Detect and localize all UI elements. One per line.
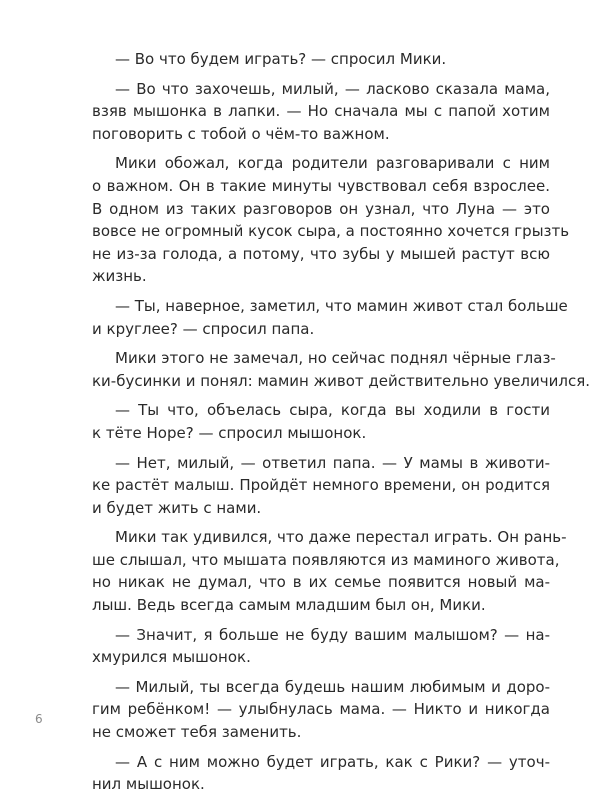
text-line: хмурился мышонок. bbox=[92, 648, 251, 667]
text-line: не из-за голода, а потому, что зубы у мышей растут всю bbox=[92, 244, 550, 263]
text-line: взяв мышонка в лапки. — Но сначала мы с папой хотим bbox=[92, 102, 550, 121]
text-line: В одном из таких разговоров он узнал, что Луна — это bbox=[92, 199, 550, 218]
text-line: — Во что захочешь, милый, — ласково сказала мама, bbox=[115, 79, 550, 98]
text-line: о важном. Он в такие минуты чувствовал себя взрослее. bbox=[92, 176, 550, 195]
text-line: ке растёт малыш. Пройдёт немного времени, он родится bbox=[92, 476, 550, 495]
text-line: — А с ним можно будет играть, как с Рики? — уточ- bbox=[115, 752, 550, 771]
text-line: Мики обожал, когда родители разговаривали с ним bbox=[115, 154, 550, 173]
text-line: но никак не думал, что в их семье появится новый ма- bbox=[92, 573, 550, 592]
text-line: жизнь. bbox=[92, 267, 147, 286]
paragraph-2 bbox=[92, 78, 550, 146]
text-line: поговорить с тобой о чём-то важном. bbox=[92, 124, 390, 143]
text-line: — Ты, наверное, заметил, что мамин живот стал больше bbox=[115, 296, 568, 315]
book-text bbox=[92, 48, 590, 796]
text-line: Мики этого не замечал, но сейчас поднял чёрные глаз- bbox=[115, 349, 556, 368]
text-line: ки-бусинки и понял: мамин живот действительно увеличился. bbox=[92, 371, 590, 390]
text-line: Мики так удивился, что даже перестал играть. Он рань- bbox=[115, 528, 567, 547]
text-line: — Милый, ты всегда будешь нашим любимым и доро- bbox=[115, 677, 550, 696]
text-line: — Нет, милый, — ответил папа. — У мамы в животи- bbox=[115, 453, 550, 472]
paragraph-7 bbox=[92, 452, 550, 520]
text-line: нил мышонок. bbox=[92, 775, 205, 794]
paragraph-3 bbox=[92, 152, 570, 288]
text-line: не сможет тебя заменить. bbox=[92, 723, 302, 742]
text-line: к тёте Норе? — спросил мышонок. bbox=[92, 423, 367, 442]
text-line: лыш. Ведь всегда самым младшим был он, Мики. bbox=[92, 596, 486, 615]
paragraph-1 bbox=[92, 48, 550, 71]
paragraph-10 bbox=[92, 676, 550, 744]
text-line: ше слышал, что мышата появляются из маминого живота, bbox=[92, 550, 560, 569]
page-number: 6 bbox=[35, 712, 43, 726]
text-line: вовсе не огромный кусок сыра, а постоянно хочется грызть bbox=[92, 222, 570, 241]
paragraph-8 bbox=[92, 526, 567, 616]
paragraph-11 bbox=[92, 751, 550, 796]
paragraph-5 bbox=[92, 347, 590, 392]
paragraph-4 bbox=[92, 295, 568, 340]
text-line: — Во что будем играть? — спросил Мики. bbox=[115, 50, 447, 68]
text-line: гим ребёнком! — улыбнулась мама. — Никто и никогда bbox=[92, 700, 550, 719]
text-line: и будет жить с нами. bbox=[92, 498, 262, 517]
paragraph-9 bbox=[92, 624, 550, 669]
text-line: — Ты что, объелась сыра, когда вы ходили в гости bbox=[115, 401, 550, 420]
text-line: и круглее? — спросил папа. bbox=[92, 319, 315, 338]
text-line: — Значит, я больше не буду вашим малышом? — на- bbox=[115, 625, 550, 644]
paragraph-6 bbox=[92, 399, 550, 444]
